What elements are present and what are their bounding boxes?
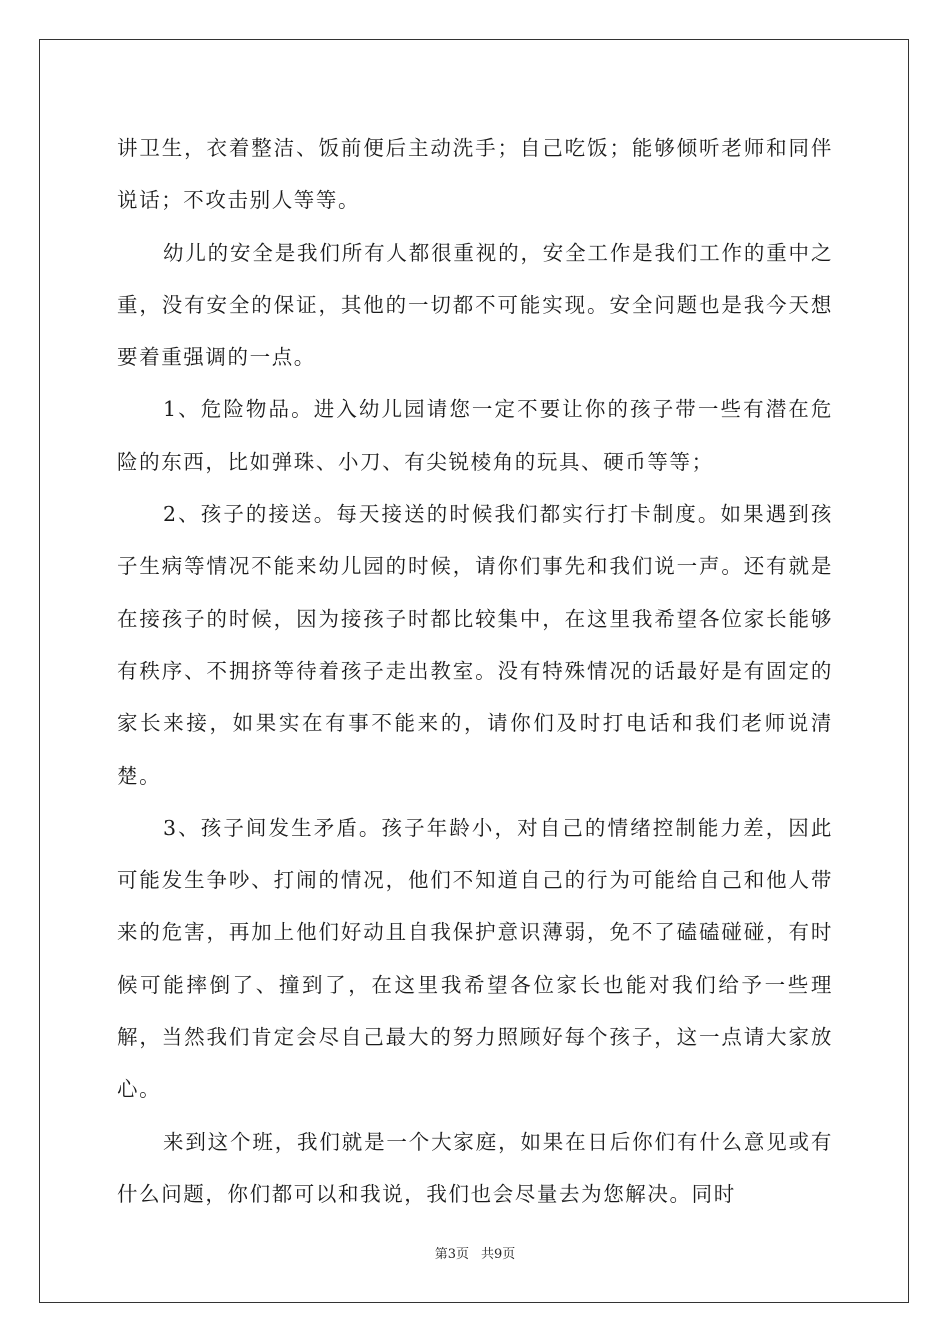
body-paragraph: 讲卫生，衣着整洁、饭前便后主动洗手；自己吃饭；能够倾听老师和同伴说话；不攻击别人等等。 bbox=[117, 136, 833, 213]
document-body bbox=[117, 122, 833, 1220]
page-footer bbox=[0, 1246, 950, 1264]
body-paragraph: 来到这个班，我们就是一个大家庭，如果在日后你们有什么意见或有什么问题，你们都可以和我说，我们也会尽量去为您解决。同时 bbox=[117, 1129, 833, 1206]
page-number: 第3页 bbox=[434, 1247, 469, 1262]
body-paragraph: 2、孩子的接送。每天接送的时候我们都实行打卡制度。如果遇到孩子生病等情况不能来幼儿园的时候，请你们事先和我们说一声。还有就是在接孩子的时候，因为接孩子时都比较集中，在这里我希望各位家长能够有秩序、不拥挤等待着孩子走出教室。没有特殊情况的话最好是有固定的家长来接，如果实在有事不能来的，请你们及时打电话和我们老师说清楚。 bbox=[117, 502, 833, 788]
body-paragraph: 3、孩子间发生矛盾。孩子年龄小，对自己的情绪控制能力差，因此可能发生争吵、打闹的情况，他们不知道自己的行为可能给自己和他人带来的危害，再加上他们好动且自我保护意识薄弱，免不了磕磕碰碰，有时候可能摔倒了、撞到了，在这里我希望各位家长也能对我们给予一些理解，当然我们肯定会尽自己最大的努力照顾好每个孩子，这一点请大家放心。 bbox=[117, 815, 833, 1102]
page-total: 共9页 bbox=[481, 1247, 516, 1262]
body-paragraph: 幼儿的安全是我们所有人都很重视的，安全工作是我们工作的重中之重，没有安全的保证，其他的一切都不可能实现。安全问题也是我今天想要着重强调的一点。 bbox=[117, 240, 833, 370]
body-paragraph: 1、危险物品。进入幼儿园请您一定不要让你的孩子带一些有潜在危险的东西，比如弹珠、小刀、有尖锐棱角的玩具、硬币等等； bbox=[117, 397, 833, 474]
